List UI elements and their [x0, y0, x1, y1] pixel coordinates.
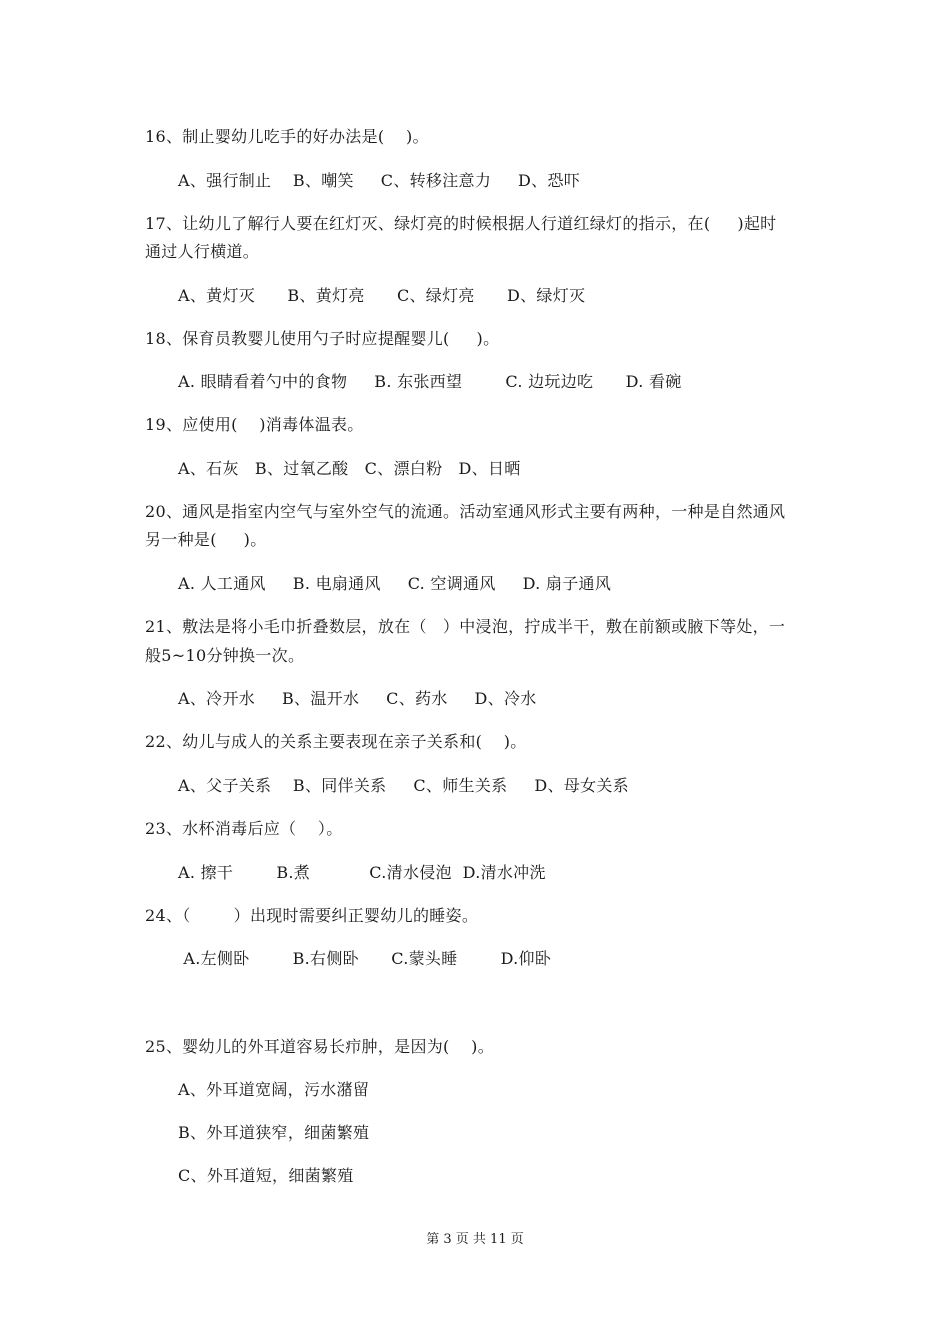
question-24-options: A.左侧卧 B.右侧卧 C.蒙头睡 D.仰卧 [178, 949, 552, 968]
question-21-text-line-2: 般5~10分钟换一次。 [145, 646, 305, 665]
question-23-text: 23、水杯消毒后应（ ）。 [145, 819, 343, 838]
question-20-options: A. 人工通风 B. 电扇通风 C. 空调通风 D. 扇子通风 [178, 574, 612, 593]
question-19-options: A、石灰 B、过氧乙酸 C、漂白粉 D、日晒 [178, 459, 521, 478]
question-21-text-line-1: 21、敷法是将小毛巾折叠数层，放在（ ）中浸泡，拧成半干，敷在前额或腋下等处，一 [145, 617, 786, 636]
question-17-options: A、黄灯灭 B、黄灯亮 C、绿灯亮 D、绿灯灭 [178, 286, 586, 305]
question-24-text: 24、（ ）出现时需要纠正婴幼儿的睡姿。 [145, 906, 479, 925]
page-number-footer: 第 3 页 共 11 页 [426, 1232, 524, 1247]
question-17-text-line-1: 17、让幼儿了解行人要在红灯灭、绿灯亮的时候根据人行道红绿灯的指示，在( )起时 [145, 214, 777, 233]
question-16-text: 16、制止婴幼儿吃手的好办法是( )。 [145, 127, 429, 146]
question-19-text: 19、应使用( )消毒体温表。 [145, 415, 364, 434]
question-22-options: A、父子关系 B、同伴关系 C、师生关系 D、母女关系 [178, 776, 629, 795]
question-20-text-line-1: 20、通风是指室内空气与室外空气的流通。活动室通风形式主要有两种，一种是自然通风 [145, 502, 786, 521]
question-20-text-line-2: 另一种是( )。 [145, 530, 267, 549]
question-25-option-c: C、外耳道短，细菌繁殖 [178, 1166, 354, 1185]
question-25-text: 25、婴幼儿的外耳道容易长疖肿，是因为( )。 [145, 1037, 494, 1056]
question-23-options: A. 擦干 B.煮 C.清水侵泡 D.清水冲洗 [178, 863, 546, 882]
question-16-options: A、强行制止 B、嘲笑 C、转移注意力 D、恐吓 [178, 171, 581, 190]
question-25-option-a: A、外耳道宽阔，污水潴留 [178, 1080, 370, 1099]
question-25-option-b: B、外耳道狭窄，细菌繁殖 [178, 1123, 370, 1142]
question-17-text-line-2: 通过人行横道。 [145, 242, 260, 261]
question-18-options: A. 眼睛看着勺中的食物 B. 东张西望 C. 边玩边吃 D. 看碗 [178, 372, 682, 391]
question-21-options: A、冷开水 B、温开水 C、药水 D、冷水 [178, 689, 537, 708]
question-18-text: 18、保育员教婴儿使用勺子时应提醒婴儿( )。 [145, 329, 500, 348]
question-22-text: 22、幼儿与成人的关系主要表现在亲子关系和( )。 [145, 732, 527, 751]
